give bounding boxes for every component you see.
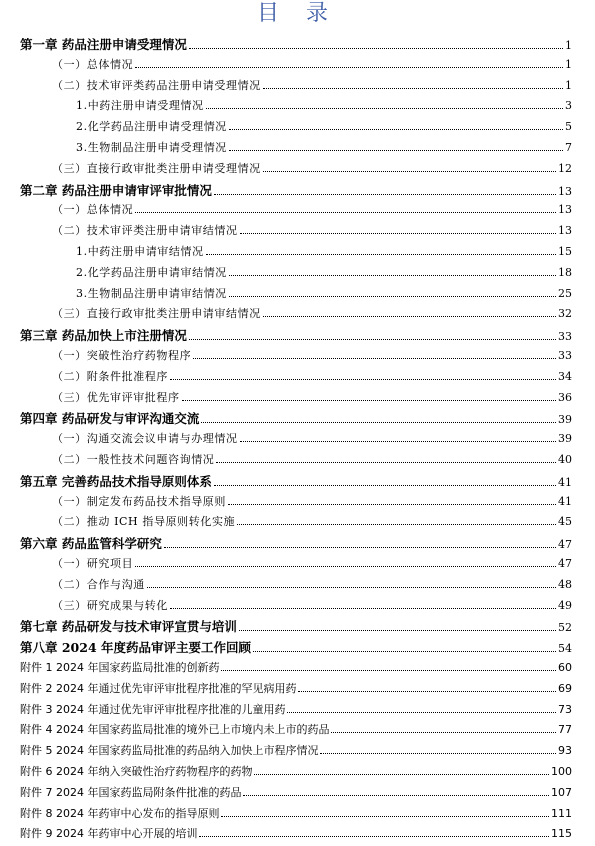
dot-leader bbox=[331, 731, 556, 733]
toc-page-number: 7 bbox=[565, 141, 572, 154]
dot-leader bbox=[320, 752, 556, 754]
toc-page-number: 41 bbox=[558, 494, 572, 508]
toc-chapter-entry[interactable] bbox=[20, 617, 572, 635]
dot-leader bbox=[206, 253, 556, 255]
toc-chapter-entry[interactable] bbox=[20, 638, 572, 656]
dot-leader bbox=[201, 421, 556, 423]
dot-leader bbox=[263, 315, 556, 317]
toc-section-entry[interactable] bbox=[52, 430, 572, 446]
dot-leader bbox=[237, 523, 556, 525]
dot-leader bbox=[254, 773, 549, 775]
toc-page-number: 69 bbox=[558, 681, 572, 695]
toc-entry-title: 附件 9 2024 年药审中心开展的培训 bbox=[20, 827, 198, 841]
toc-entry-title: （一）突破性治疗药物程序 bbox=[52, 349, 192, 362]
dot-leader bbox=[240, 440, 556, 442]
toc-entry-title: （三）直接行政审批类注册申请受理情况 bbox=[52, 161, 261, 175]
toc-entry-title: （二）推动 ICH 指导原则转化实施 bbox=[52, 515, 236, 529]
toc-section-entry[interactable] bbox=[52, 347, 572, 363]
toc-chapter-entry[interactable] bbox=[20, 534, 572, 552]
toc-section-entry[interactable] bbox=[52, 305, 572, 321]
toc-entry-title: （二）技术审评类注册申请审结情况 bbox=[52, 224, 238, 238]
dot-leader bbox=[228, 503, 556, 505]
dot-leader bbox=[182, 399, 556, 401]
toc-page-number: 48 bbox=[558, 577, 572, 591]
toc-page-number: 33 bbox=[558, 349, 572, 362]
toc-entry-title: 第八章 2024 年度药品审评主要工作回顾 bbox=[20, 640, 251, 656]
toc-entry-title: 附件 2 2024 年通过优先审评审批程序批准的罕见病用药 bbox=[20, 681, 297, 695]
dot-leader bbox=[189, 47, 563, 49]
dot-leader bbox=[263, 170, 556, 172]
toc-section-entry[interactable] bbox=[52, 368, 572, 384]
toc-page-number: 13 bbox=[558, 224, 572, 238]
dot-leader bbox=[287, 711, 556, 713]
dot-leader bbox=[170, 378, 556, 380]
toc-appendix-entry[interactable] bbox=[20, 701, 572, 717]
toc-section-entry[interactable] bbox=[52, 576, 572, 592]
toc-page-number: 47 bbox=[558, 538, 572, 552]
toc-appendix-entry[interactable] bbox=[20, 805, 572, 821]
dot-leader bbox=[206, 107, 563, 109]
toc-chapter-entry[interactable] bbox=[20, 35, 572, 53]
toc-entry-title: 2.化学药品注册申请受理情况 bbox=[76, 120, 227, 134]
toc-entry-title: 附件 7 2024 年国家药监局附条件批准的药品 bbox=[20, 785, 242, 799]
toc-entry-title: 3.生物制品注册申请审结情况 bbox=[76, 286, 227, 300]
toc-page-number: 60 bbox=[558, 661, 572, 674]
toc-entry-title: 附件 5 2024 年国家药监局批准的药品纳入加快上市程序情况 bbox=[20, 744, 319, 758]
dot-leader bbox=[170, 607, 556, 609]
toc-page-number: 1 bbox=[565, 57, 572, 71]
toc-entry-title: 3.生物制品注册申请受理情况 bbox=[76, 141, 227, 154]
dot-leader bbox=[216, 461, 556, 463]
dot-leader bbox=[253, 650, 556, 652]
toc-appendix-entry[interactable] bbox=[20, 680, 572, 696]
dot-leader bbox=[164, 546, 556, 548]
toc-entry-title: （二）合作与沟通 bbox=[52, 577, 145, 591]
toc-section-entry[interactable] bbox=[52, 597, 572, 613]
toc-entry-title: 附件 8 2024 年药审中心发布的指导原则 bbox=[20, 806, 220, 820]
toc-entry-title: （二）一般性技术问题咨询情况 bbox=[52, 453, 215, 466]
dot-leader bbox=[214, 193, 556, 195]
dot-leader bbox=[147, 586, 556, 588]
dot-leader bbox=[221, 815, 549, 817]
toc-appendix-entry[interactable] bbox=[20, 721, 572, 737]
toc-page-number: 107 bbox=[551, 785, 572, 799]
toc-page-number: 100 bbox=[551, 765, 572, 778]
toc-chapter-entry[interactable] bbox=[20, 181, 572, 199]
dot-leader bbox=[263, 87, 563, 89]
toc-entry-title: （一）沟通交流会议申请与办理情况 bbox=[52, 432, 238, 446]
toc-entry-title: 2.化学药品注册申请审结情况 bbox=[76, 265, 227, 279]
toc-page-number: 25 bbox=[558, 286, 572, 300]
toc-page-number: 52 bbox=[558, 621, 572, 635]
toc-entry-title: （三）优先审评审批程序 bbox=[52, 390, 180, 404]
toc-appendix-entry[interactable] bbox=[20, 659, 572, 675]
dot-leader bbox=[229, 149, 563, 151]
dot-leader bbox=[298, 690, 556, 692]
toc-page-number: 36 bbox=[558, 390, 572, 404]
toc-entry-title: 第一章 药品注册申请受理情况 bbox=[20, 37, 187, 52]
toc-page-number: 32 bbox=[558, 307, 572, 321]
toc-subsection-entry[interactable] bbox=[76, 243, 572, 259]
toc-entry-title: 第七章 药品研发与技术审评宣贯与培训 bbox=[20, 619, 237, 635]
dot-leader bbox=[214, 484, 556, 486]
toc-entry-title: 第六章 药品监管科学研究 bbox=[20, 536, 162, 552]
toc-section-entry[interactable] bbox=[52, 77, 572, 93]
toc-entry-title: 第二章 药品注册申请审评审批情况 bbox=[20, 182, 212, 198]
dot-leader bbox=[193, 357, 556, 359]
toc-appendix-entry[interactable] bbox=[20, 825, 572, 841]
toc-page-number: 13 bbox=[558, 184, 572, 198]
toc-subsection-entry[interactable] bbox=[76, 139, 572, 155]
toc-entry-title: 附件 6 2024 年纳入突破性治疗药物程序的药物 bbox=[20, 765, 253, 778]
toc-section-entry[interactable] bbox=[52, 56, 572, 72]
dot-leader bbox=[239, 629, 556, 631]
toc-page-number: 40 bbox=[558, 453, 572, 466]
toc-appendix-entry[interactable] bbox=[20, 784, 572, 800]
toc-page-number: 33 bbox=[558, 330, 572, 344]
toc-entry-title: 附件 3 2024 年通过优先审评审批程序批准的儿童用药 bbox=[20, 702, 286, 716]
toc-section-entry[interactable] bbox=[52, 389, 572, 405]
dot-leader bbox=[229, 295, 556, 297]
toc-page-number: 13 bbox=[558, 203, 572, 217]
toc-entry-title: （二）附条件批准程序 bbox=[52, 369, 168, 383]
toc-page-number: 1 bbox=[565, 39, 572, 52]
dot-leader bbox=[243, 794, 549, 796]
toc-page-number: 49 bbox=[558, 598, 572, 612]
page-title: 目 录 bbox=[257, 1, 338, 26]
toc-section-entry[interactable] bbox=[52, 493, 572, 509]
dot-leader bbox=[135, 565, 556, 567]
toc-entry-title: 第三章 药品加快上市注册情况 bbox=[20, 328, 187, 344]
toc-chapter-entry[interactable] bbox=[20, 472, 572, 490]
toc-section-entry[interactable] bbox=[52, 222, 572, 238]
toc-page-number: 93 bbox=[558, 744, 572, 758]
toc-subsection-entry[interactable] bbox=[76, 264, 572, 280]
dot-leader bbox=[240, 232, 556, 234]
toc-entry-title: 附件 4 2024 年国家药监局批准的境外已上市境内未上市的药品 bbox=[20, 723, 330, 737]
toc-subsection-entry[interactable] bbox=[76, 285, 572, 301]
toc-page-number: 73 bbox=[558, 702, 572, 716]
dot-leader bbox=[229, 274, 556, 276]
toc-page-number: 5 bbox=[565, 120, 572, 134]
dot-leader bbox=[221, 669, 556, 671]
dot-leader bbox=[135, 211, 556, 213]
toc-entry-title: 1.中药注册申请受理情况 bbox=[76, 99, 204, 113]
toc-entry-title: 第四章 药品研发与审评沟通交流 bbox=[20, 411, 200, 427]
toc-entry-title: （三）直接行政审批类注册申请审结情况 bbox=[52, 307, 261, 321]
dot-leader bbox=[199, 835, 549, 837]
toc-subsection-entry[interactable] bbox=[76, 97, 572, 113]
toc-entry-title: （三）研究成果与转化 bbox=[52, 598, 168, 612]
toc-chapter-entry[interactable] bbox=[20, 326, 572, 344]
toc-page-number: 1 bbox=[565, 78, 572, 92]
toc-page-number: 15 bbox=[558, 245, 572, 258]
dot-leader bbox=[135, 66, 563, 68]
toc-page-number: 3 bbox=[565, 99, 572, 113]
toc-section-entry[interactable] bbox=[52, 160, 572, 176]
toc-entry-title: （二）技术审评类药品注册申请受理情况 bbox=[52, 78, 261, 92]
toc-page-number: 41 bbox=[558, 475, 572, 489]
toc-page-number: 45 bbox=[558, 515, 572, 529]
toc-page-number: 47 bbox=[558, 557, 572, 570]
toc-page-number: 111 bbox=[551, 806, 572, 820]
toc-entry-title: 1.中药注册申请审结情况 bbox=[76, 245, 204, 258]
toc-entry-title: （一）研究项目 bbox=[52, 557, 134, 570]
toc-appendix-entry[interactable] bbox=[20, 763, 572, 779]
toc-appendix-entry[interactable] bbox=[20, 742, 572, 758]
dot-leader bbox=[229, 128, 563, 130]
toc-entry-title: 附件 1 2024 年国家药监局批准的创新药 bbox=[20, 661, 220, 674]
toc-entry-title: （一）总体情况 bbox=[52, 203, 134, 217]
toc-entry-title: （一）总体情况 bbox=[52, 57, 134, 71]
toc-page-number: 39 bbox=[558, 432, 572, 446]
toc-section-entry[interactable] bbox=[52, 513, 572, 529]
toc-section-entry[interactable] bbox=[52, 451, 572, 467]
toc-page-number: 115 bbox=[551, 827, 572, 841]
toc-page-number: 77 bbox=[558, 723, 572, 737]
toc-chapter-entry[interactable] bbox=[20, 409, 572, 427]
toc-entry-title: 第五章 完善药品技术指导原则体系 bbox=[20, 473, 212, 489]
toc-section-entry[interactable] bbox=[52, 201, 572, 217]
toc-page-number: 54 bbox=[558, 642, 572, 656]
toc-page-number: 18 bbox=[558, 265, 572, 279]
toc-section-entry[interactable] bbox=[52, 555, 572, 571]
dot-leader bbox=[189, 338, 556, 340]
toc-subsection-entry[interactable] bbox=[76, 118, 572, 134]
toc-page-number: 12 bbox=[558, 161, 572, 175]
toc-page-number: 34 bbox=[558, 369, 572, 383]
toc-page-number: 39 bbox=[558, 413, 572, 427]
toc-entry-title: （一）制定发布药品技术指导原则 bbox=[52, 494, 226, 508]
